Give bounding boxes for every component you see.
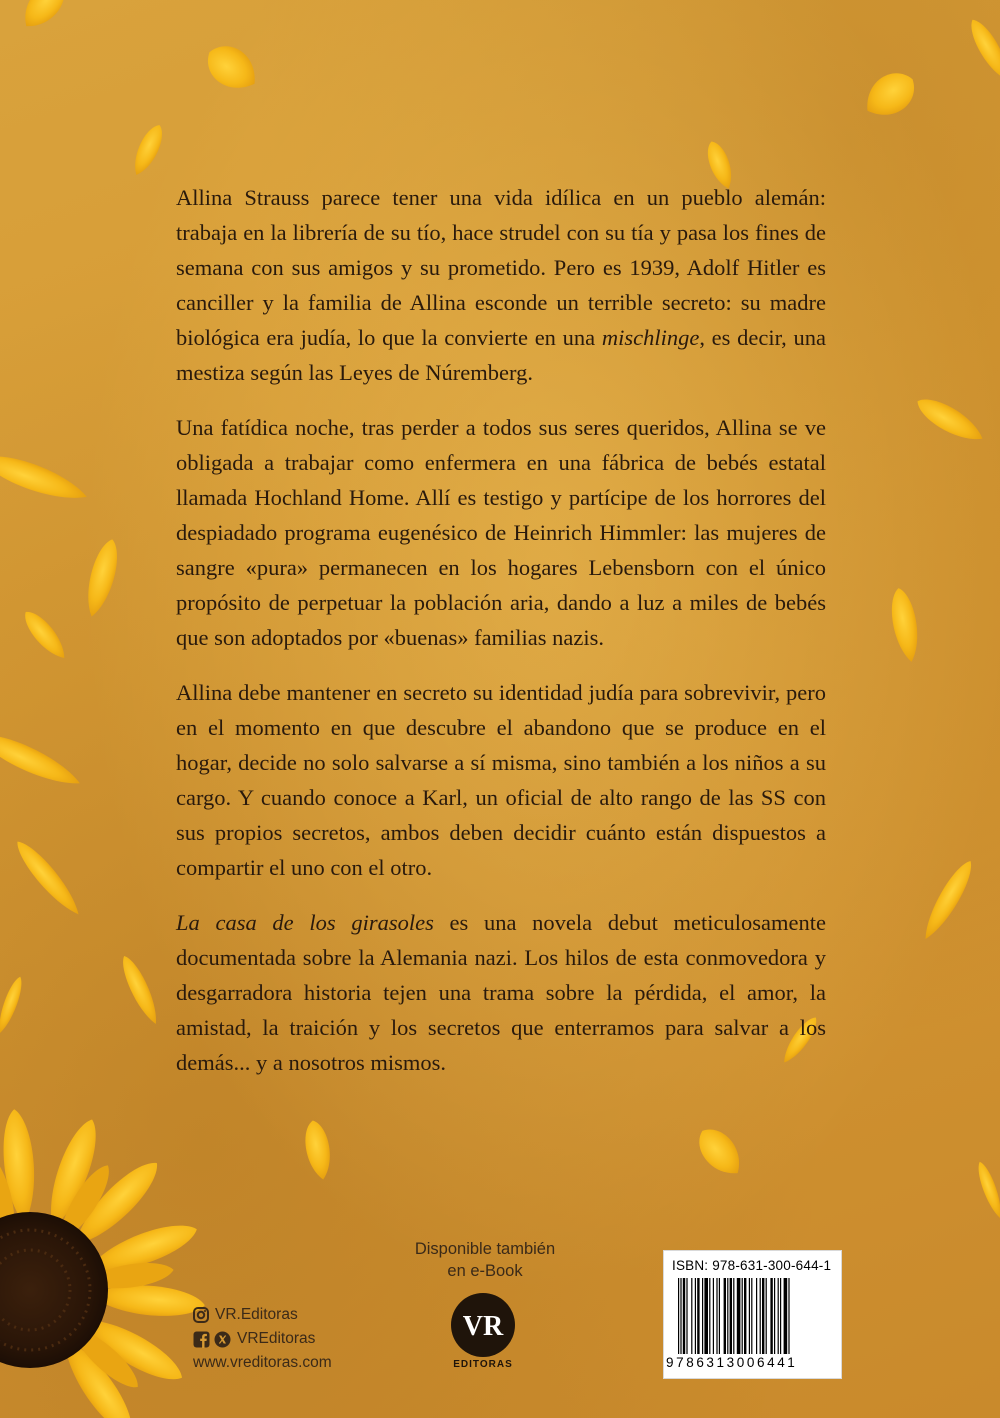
ebook-line-1: Disponible también <box>414 1240 556 1258</box>
instagram-row[interactable] <box>193 1303 332 1327</box>
synopsis <box>176 180 826 1100</box>
ebook-line-2: en e-Book <box>447 1262 523 1280</box>
instagram-handle[interactable]: VR.Editoras <box>215 1306 298 1323</box>
petal-image <box>0 447 91 508</box>
x-icon <box>214 1331 231 1348</box>
synopsis-paragraph-3: Allina debe mantener en secreto su identidad judía para sobrevivir, pero en el momento en que descubre el abandono que se produce en el hogar, decide no solo salvarse a sí misma, sino también a los niños a su cargo. Y cuando conoce a Karl, un oficial de alto rango de las SS con sus propios secretos, ambos deben decidir cuánto están dispuestos a compartir el uno con el otro. <box>176 680 826 880</box>
petal-image <box>117 952 164 1027</box>
facebook-x-row[interactable] <box>193 1327 332 1351</box>
instagram-icon <box>193 1307 209 1323</box>
petal-image <box>690 1121 750 1183</box>
petal-image <box>15 0 73 36</box>
petal-image <box>0 975 26 1036</box>
facebook-icon <box>193 1331 210 1348</box>
synopsis-text: es una novela debut meticulosamente documentada sobre la Alemania nazi. Los hilos de esta conmovedora y desgarradora historia tejen una trama sobre la pérdida, el amor, la amistad, la traición y los secretos que enterramos para salvar a los demás... y a nosotros mismos. <box>176 910 826 1075</box>
petal-image <box>128 121 168 179</box>
synopsis-text: Allina Strauss parece tener una vida idílica en un pueblo alemán: trabaja en la librería de su tío, hace strudel con su tía y pasa los fines de semana con sus amigos y su prometido. Pero es 1939, Adolf Hitler es canciller y la familia de Allina esconde un terrible secreto: su madre biológica era judía, lo que la convierte en una <box>176 185 826 350</box>
petal-image <box>80 536 123 619</box>
publisher-monogram: VR <box>462 1311 504 1342</box>
petal-image <box>917 856 978 943</box>
petal-image <box>887 586 923 664</box>
petal-image <box>974 1160 1000 1221</box>
petal-image <box>964 15 1000 85</box>
petal-image <box>301 1118 334 1181</box>
publisher-logo-mark <box>450 1292 516 1358</box>
sunflower-image <box>0 1108 206 1418</box>
social-links <box>193 1303 332 1375</box>
barcode-bars <box>678 1278 828 1354</box>
facebook-x-handle[interactable]: VREditoras <box>237 1330 316 1347</box>
website-row[interactable] <box>193 1351 332 1375</box>
petal-image <box>857 64 924 127</box>
synopsis-text: , es decir, una mestiza según las Leyes de Núremberg. <box>176 325 826 385</box>
petal-image <box>199 37 266 100</box>
publisher-logo <box>441 1292 525 1370</box>
synopsis-italic-term: mischlinge <box>601 325 700 350</box>
isbn-label: ISBN: 978-631-300-644-1 <box>672 1258 832 1273</box>
barcode-digits: 9786313006441 <box>666 1355 798 1370</box>
petal-image <box>18 606 71 664</box>
synopsis-paragraph-2: Una fatídica noche, tras perder a todos sus seres queridos, Allina se ve obligada a trabajar como enfermera en una fábrica de bebés estatal llamada Hochland Home. Allí es testigo y partícipe de los horrores del despiadado programa eugenésico de Heinrich Himmler: las mujeres de sangre «pura» permanecen en los hogares Lebensborn con el único propósito de perpetuar la población aria, dando a luz a miles de bebés que son adoptados por «buenas» familias nazis. <box>176 415 826 650</box>
petal-image <box>912 391 989 449</box>
ebook-availability <box>390 1238 580 1282</box>
publisher-name: EDITORAS <box>453 1359 513 1370</box>
isbn-barcode <box>663 1250 842 1379</box>
synopsis-paragraph-1 <box>176 180 826 390</box>
petal-image <box>10 836 86 921</box>
website-link[interactable]: www.vreditoras.com <box>193 1354 332 1371</box>
petal-image <box>0 726 85 793</box>
synopsis-paragraph-4 <box>176 905 826 1080</box>
book-title-italic: La casa de los girasoles <box>176 910 434 935</box>
